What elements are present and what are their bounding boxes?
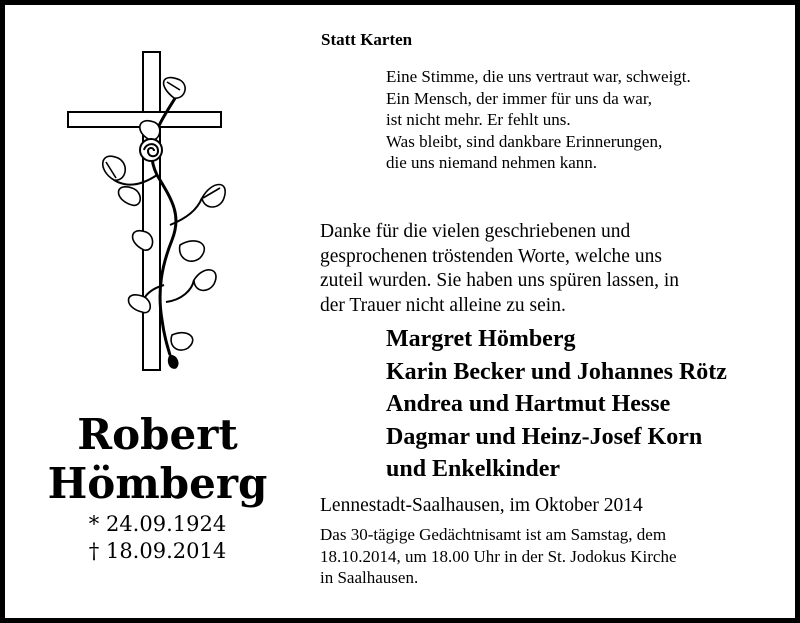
heading-statt-karten: Statt Karten (321, 30, 413, 49)
poem-line: ist nicht mehr. Er fehlt uns. (386, 110, 571, 129)
deceased-last-name: Hömberg (47, 459, 268, 508)
thanks-line: gesprochenen tröstenden Worte, welche uns (320, 245, 662, 267)
poem (386, 66, 691, 174)
family-member: Dagmar und Heinz-Josef Korn (386, 423, 703, 450)
poem-line: Ein Mensch, der immer für uns da war, (386, 88, 653, 108)
family-names (386, 323, 727, 486)
birth-date: * 24.09.1924 (88, 512, 227, 536)
poem-line: Was bleibt, sind dankbare Erinnerungen, (386, 131, 663, 151)
notice-line: in Saalhausen. (320, 568, 419, 587)
poem-line: die uns niemand nehmen kann. (386, 153, 598, 172)
thanks-paragraph (320, 220, 679, 318)
family-member: Margret Hömberg (386, 326, 576, 352)
thanks-line: zuteil wurden. Sie haben uns spüren lassen, in (320, 270, 680, 291)
family-member: Karin Becker und Johannes Rötz (386, 358, 727, 385)
thanks-line: der Trauer nicht alleine zu sein. (320, 294, 566, 316)
memorial-service-notice (320, 524, 677, 589)
death-date: † 18.09.2014 (88, 539, 227, 563)
family-member: und Enkelkinder (386, 456, 561, 482)
family-member: Andrea und Hartmut Hesse (386, 391, 671, 417)
deceased-first-name: Robert (77, 410, 238, 459)
poem-line: Eine Stimme, die uns vertraut war, schweigt. (386, 67, 691, 86)
notice-line: 18.10.2014, um 18.00 Uhr in der St. Jodokus Kirche (320, 546, 677, 566)
place-and-date: Lennestadt-Saalhausen, im Oktober 2014 (320, 495, 643, 516)
notice-line: Das 30-tägige Gedächtnisamt ist am Samstag, dem (320, 525, 667, 544)
cross-with-rose-icon (62, 50, 252, 390)
thanks-line: Danke für die vielen geschriebenen und (320, 221, 631, 242)
